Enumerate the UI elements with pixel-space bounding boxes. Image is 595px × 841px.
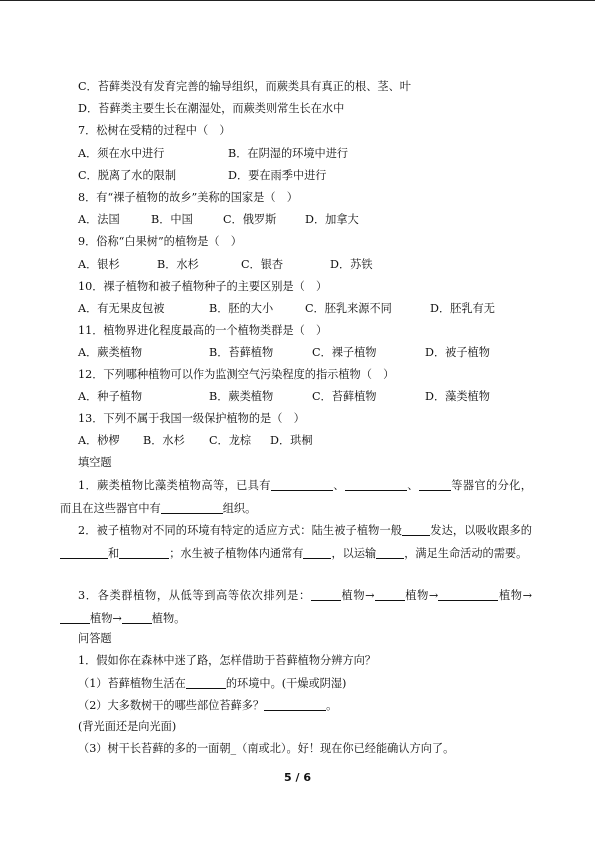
answer-blank[interactable] bbox=[419, 478, 451, 491]
answer-blank[interactable] bbox=[60, 546, 108, 559]
page-number: 5 / 6 bbox=[284, 771, 311, 784]
option-a: A．有无果皮包被 bbox=[78, 302, 165, 315]
option-line: C．苔藓类没有发育完善的输导组织，而蕨类具有真正的根、茎、叶 bbox=[78, 80, 411, 93]
option-b: B．胚的大小 bbox=[209, 302, 274, 315]
option-c: C．银杏 bbox=[241, 258, 284, 271]
option-c: C．俄罗斯 bbox=[223, 213, 277, 226]
answer-blank[interactable] bbox=[311, 588, 341, 601]
answer-blank[interactable] bbox=[264, 698, 326, 711]
question-8: 8．有“裸子植物的故乡”美称的国家是（ ） bbox=[78, 191, 298, 204]
option-b: B．中国 bbox=[151, 213, 193, 226]
answer-blank[interactable] bbox=[376, 546, 404, 559]
option-a: A．种子植物 bbox=[78, 390, 143, 403]
answer-blank[interactable] bbox=[122, 611, 152, 624]
qa-subquestion-1: （1）苔藓植物生活在 的环境中。(干燥或阴湿) bbox=[78, 677, 347, 690]
option-c: C．胚乳来源不同 bbox=[305, 302, 392, 315]
answer-blank[interactable] bbox=[271, 478, 333, 491]
fill-question-2: 2．被子植物对不同的环境有特定的适应方式：陆生被子植物一般 发达，以吸收跟多的和 ；水生被子植物体内通常有 ，以运输 ，满足生命活动的需要。 bbox=[60, 519, 532, 565]
option-a: A．蕨类植物 bbox=[78, 346, 143, 359]
question-13: 13．下列不属于我国一级保护植物的是（ ） bbox=[78, 412, 305, 425]
answer-blank[interactable] bbox=[375, 588, 405, 601]
option-c: C．裸子植物 bbox=[312, 346, 377, 359]
fill-question-1: 1．蕨类植物比藻类植物高等，已具有 、 、 等器官的分化，而且在这些器官中有 组织。 bbox=[60, 479, 532, 515]
question-7: 7．松树在受精的过程中（ ） bbox=[78, 124, 231, 137]
question-10: 10．裸子植物和被子植物种子的主要区别是（ ） bbox=[78, 280, 328, 293]
option-a: A．银杉 bbox=[78, 258, 120, 271]
question-11: 11．植物界进化程度最高的一个植物类群是（ ） bbox=[78, 324, 328, 337]
option-a: A．法国 bbox=[78, 213, 120, 226]
option-b: B．苔藓植物 bbox=[209, 346, 274, 359]
answer-blank[interactable] bbox=[60, 611, 90, 624]
question-9: 9．俗称“白果树”的植物是（ ） bbox=[78, 235, 242, 248]
answer-blank[interactable] bbox=[186, 676, 226, 689]
section-heading-qa: 问答题 bbox=[78, 632, 112, 645]
option-c: C．脱离了水的限制 bbox=[78, 169, 177, 182]
option-b: B．在阴湿的环境中进行 bbox=[228, 147, 349, 160]
answer-blank[interactable] bbox=[438, 588, 498, 601]
option-a: A．桫椤 bbox=[78, 434, 120, 447]
section-heading-fill: 填空题 bbox=[78, 456, 112, 469]
qa-subquestion-3: （3）树干长苔藓的多的一面朝_（南或北）。好！现在你已经能确认方向了。 bbox=[78, 742, 455, 755]
option-b: B．蕨类植物 bbox=[209, 390, 274, 403]
option-d: D．苏铁 bbox=[330, 258, 373, 271]
top-border bbox=[0, 0, 595, 1]
option-d: D．藻类植物 bbox=[425, 390, 490, 403]
qa-question-1: 1．假如你在森林中迷了路，怎样借助于苔藓植物分辨方向？ bbox=[78, 654, 376, 667]
answer-blank[interactable] bbox=[161, 501, 223, 514]
option-d: D．加拿大 bbox=[305, 213, 359, 226]
answer-blank[interactable] bbox=[345, 478, 407, 491]
option-c: C．苔藓植物 bbox=[312, 390, 377, 403]
option-c: C．龙棕 bbox=[209, 434, 252, 447]
fill-question-3: 3．各类群植物，从低等到高等依次排列是： 植物→ 植物→ 植物→植物→ 植物。 bbox=[60, 584, 532, 630]
option-d: D．珙桐 bbox=[270, 434, 313, 447]
option-d: D．被子植物 bbox=[425, 346, 490, 359]
answer-blank[interactable] bbox=[402, 523, 430, 536]
question-12: 12．下列哪种植物可以作为监测空气污染程度的指示植物（ ） bbox=[78, 368, 395, 381]
option-b: B．水杉 bbox=[157, 258, 199, 271]
answer-blank[interactable] bbox=[303, 546, 331, 559]
option-d: D．要在雨季中进行 bbox=[228, 169, 327, 182]
option-b: B．水杉 bbox=[143, 434, 185, 447]
answer-blank[interactable] bbox=[119, 546, 169, 559]
option-a: A．须在水中进行 bbox=[78, 147, 165, 160]
qa-note: (背光面还是向光面) bbox=[78, 720, 177, 733]
option-line: D．苔藓类主要生长在潮湿处，而蕨类则常生长在水中 bbox=[78, 102, 345, 115]
qa-subquestion-2: （2）大多数树干的哪些部位苔藓多？ 。 bbox=[78, 699, 338, 712]
option-d: D．胚乳有无 bbox=[430, 302, 495, 315]
